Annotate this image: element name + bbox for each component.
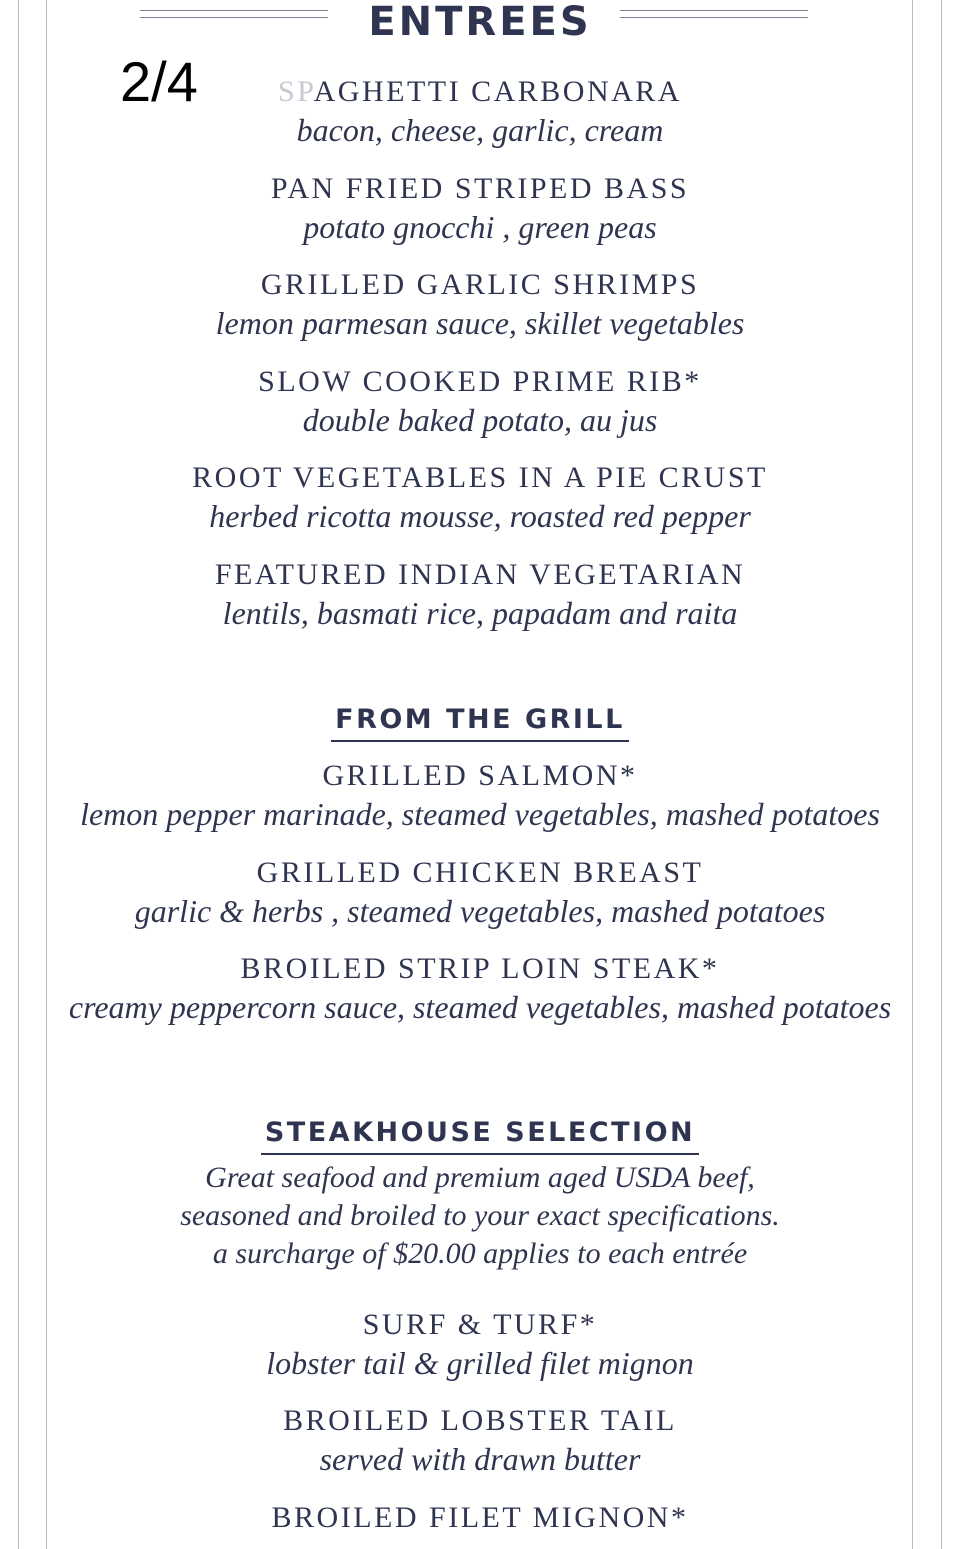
dish-name: BROILED LOBSTER TAIL <box>283 1404 677 1437</box>
dish-name: SURF & TURF* <box>362 1308 598 1341</box>
dish-name: GRILLED GARLIC SHRIMPS <box>260 268 700 301</box>
dish-name: FEATURED INDIAN VEGETARIAN <box>214 558 746 591</box>
dish-description: lemon pepper marinade, steamed vegetables, mashed potatoes <box>80 796 880 832</box>
menu-item-broiled-filet-mignon <box>0 1500 960 1536</box>
section-heading-text: FROM THE GRILL <box>331 702 629 742</box>
section-heading-steakhouse <box>0 1115 960 1155</box>
dish-name: BROILED STRIP LOIN STEAK* <box>240 952 720 985</box>
menu-item-surf-and-turf <box>0 1307 960 1383</box>
dish-name-faded-prefix: SP <box>278 75 314 108</box>
steakhouse-intro <box>0 1159 960 1273</box>
dish-name: ROOT VEGETABLES IN A PIE CRUST <box>192 461 768 494</box>
menu-item-broiled-lobster-tail <box>0 1403 960 1479</box>
dish-description: garlic & herbs , steamed vegetables, mashed potatoes <box>134 893 826 929</box>
dish-description: lentils, basmati rice, papadam and raita <box>222 595 738 631</box>
menu-item-broiled-strip-loin-steak <box>0 951 960 1027</box>
page-indicator: 2/4 <box>120 50 198 113</box>
dish-name: SLOW COOKED PRIME RIB* <box>258 365 702 398</box>
dish-description: served with drawn butter <box>319 1441 641 1477</box>
dish-description: double baked potato, au jus <box>302 402 658 438</box>
dish-description: lemon parmesan sauce, skillet vegetables <box>215 305 745 341</box>
section-heading-grill <box>0 702 960 742</box>
section-heading-text: STEAKHOUSE SELECTION <box>261 1115 699 1155</box>
dish-description: creamy peppercorn sauce, steamed vegetables, mashed potatoes <box>68 989 892 1025</box>
menu-item-grilled-garlic-shrimps <box>0 267 960 343</box>
dish-name: GRILLED SALMON* <box>322 759 638 792</box>
dish-description: herbed ricotta mousse, roasted red pepper <box>209 498 751 534</box>
steakhouse-intro-line: seasoned and broiled to your exact specifications. <box>180 1199 780 1232</box>
steakhouse-intro-line: Great seafood and premium aged USDA beef, <box>205 1161 755 1194</box>
menu-item-root-vegetables-pie <box>0 460 960 536</box>
dish-name: BROILED FILET MIGNON* <box>271 1501 689 1534</box>
menu-item-grilled-chicken-breast <box>0 855 960 931</box>
page-title: ENTREES <box>368 0 592 45</box>
dish-description: lobster tail & grilled filet mignon <box>266 1345 694 1381</box>
dish-description: potato gnocchi , green peas <box>303 209 657 245</box>
menu-item-featured-indian-vegetarian <box>0 557 960 633</box>
dish-name: GRILLED CHICKEN BREAST <box>256 856 704 889</box>
menu-item-pan-fried-striped-bass <box>0 171 960 247</box>
header-rule-right <box>620 10 808 18</box>
menu-item-slow-cooked-prime-rib <box>0 364 960 440</box>
steakhouse-intro-line: a surcharge of $20.00 applies to each entrée <box>212 1237 748 1270</box>
menu-item-grilled-salmon <box>0 758 960 834</box>
dish-description: bacon, cheese, garlic, cream <box>296 112 664 148</box>
dish-name-rest: AGHETTI CARBONARA <box>313 75 682 108</box>
header-rule-left <box>140 10 328 18</box>
menu-header <box>0 0 960 50</box>
dish-name: PAN FRIED STRIPED BASS <box>270 172 690 205</box>
